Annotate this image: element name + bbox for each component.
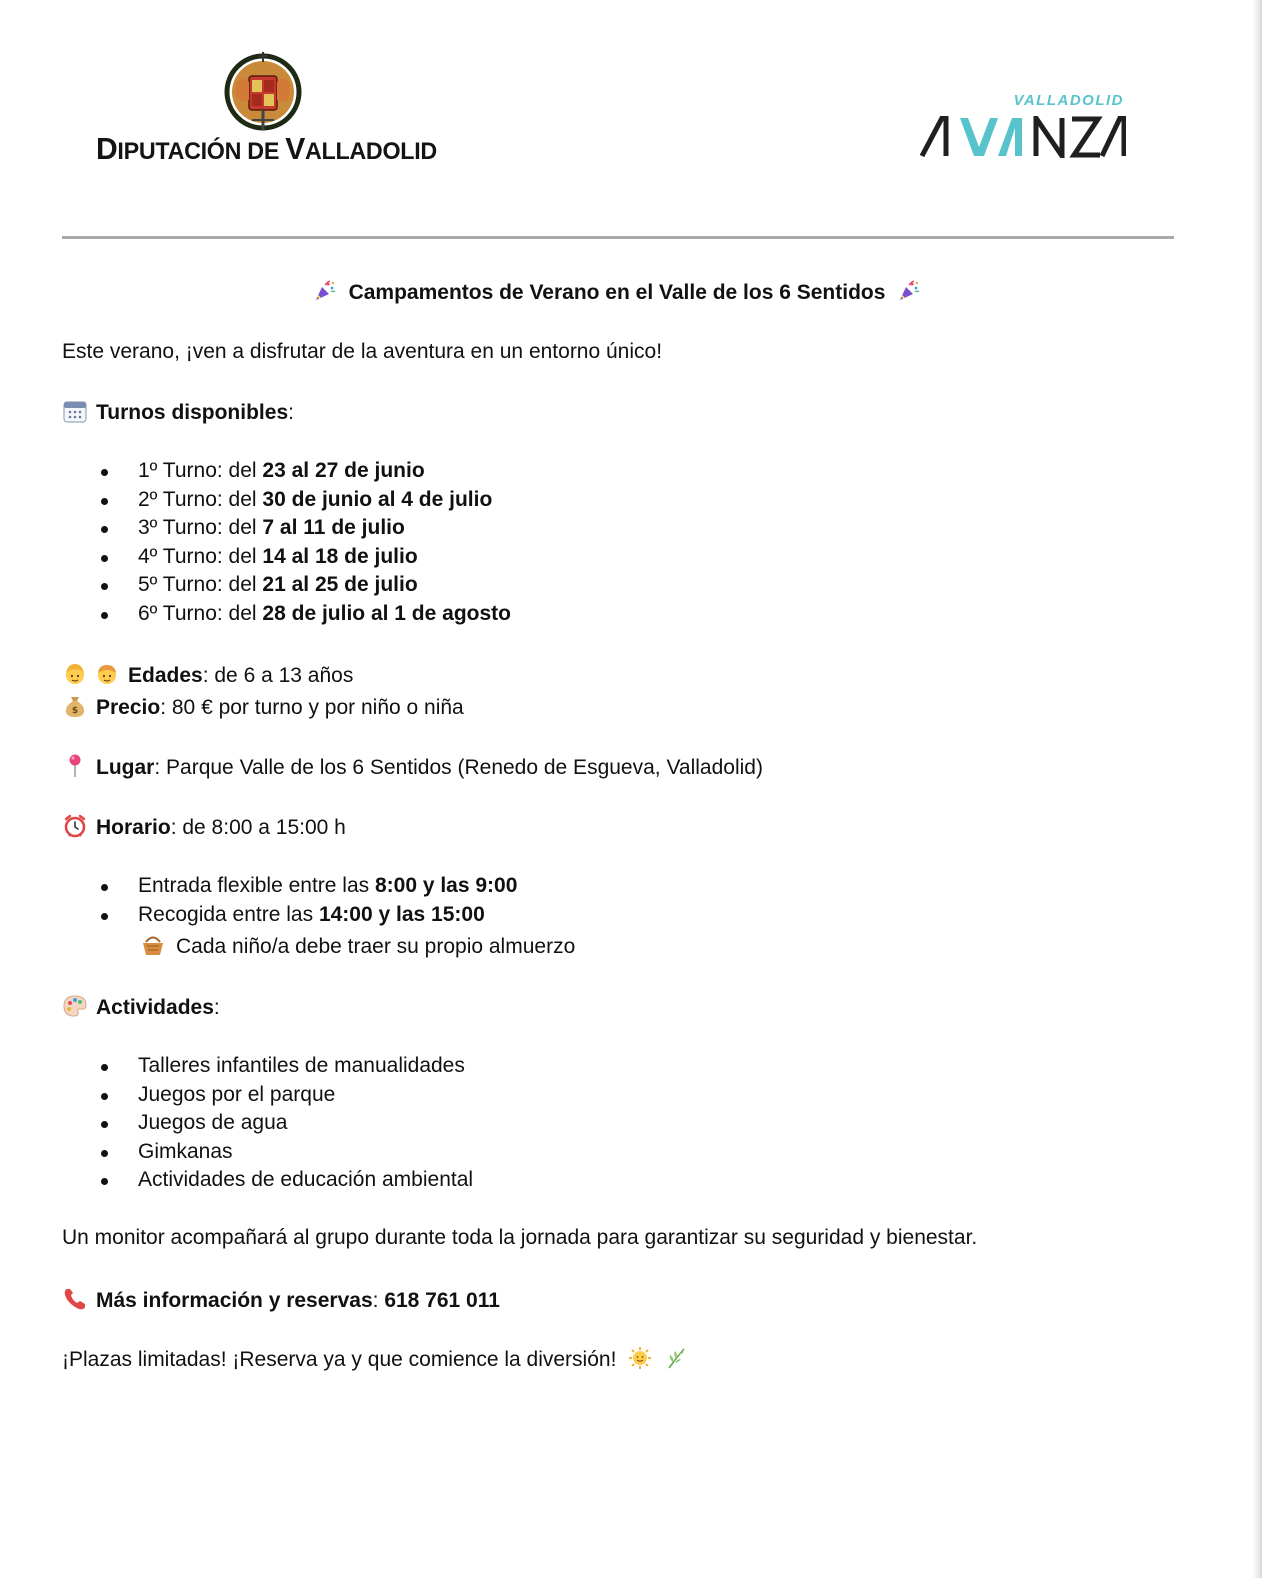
telephone-icon (62, 1286, 88, 1312)
palette-icon (62, 993, 88, 1019)
lugar-line: Lugar: Parque Valle de los 6 Sentidos (Renedo de Esgueva, Valladolid) (62, 753, 763, 782)
monitor-text: Un monitor acompañará al grupo durante toda la jornada para garantizar su seguridad y bienestar. (62, 1226, 978, 1249)
header-divider (62, 236, 1174, 239)
closing-line: ¡Plazas limitadas! ¡Reserva ya y que comience la diversión! (62, 1346, 688, 1374)
list-item: Recogida entre las 14:00 y las 15:00 (62, 901, 517, 930)
precio-line: $ Precio: 80 € por turno y por niño o niña (62, 693, 464, 722)
almuerzo-line: Cada niño/a debe traer su propio almuerzo (140, 932, 575, 961)
list-item: 3º Turno: del 7 al 11 de julio (62, 514, 511, 543)
alarm-clock-icon (62, 813, 88, 839)
list-item: 1º Turno: del 23 al 27 de junio (62, 457, 511, 486)
diputacion-logo (96, 48, 436, 168)
list-item: 4º Turno: del 14 al 18 de julio (62, 543, 511, 572)
list-item: Juegos por el parque (62, 1081, 473, 1110)
page-edge (1252, 0, 1262, 1578)
smiling-sun-icon (628, 1346, 652, 1370)
party-popper-icon (897, 279, 921, 303)
money-bag-icon (62, 693, 88, 719)
turnos-list (62, 457, 511, 629)
horario-list (62, 872, 517, 929)
pushpin-icon (62, 753, 88, 779)
party-popper-icon (313, 279, 337, 303)
calendar-icon (62, 398, 88, 424)
brand-wordmark (920, 116, 1126, 158)
list-item: 6º Turno: del 28 de julio al 1 de agosto (62, 600, 511, 629)
info-line: Más información y reservas: 618 761 011 (62, 1286, 500, 1315)
list-item: Talleres infantiles de manualidades (62, 1052, 473, 1081)
basket-icon (140, 932, 166, 958)
edades-line: Edades: de 6 a 13 años (62, 661, 353, 690)
page-title: Campamentos de Verano en el Valle de los 6 Sentidos (62, 279, 1172, 307)
list-item: 2º Turno: del 30 de junio al 4 de julio (62, 486, 511, 515)
list-item: Entrada flexible entre las 8:00 y las 9:00 (62, 872, 517, 901)
list-item: Actividades de educación ambiental (62, 1166, 473, 1195)
herb-icon (664, 1346, 688, 1370)
valladolid-avanza-logo (920, 88, 1130, 164)
actividades-heading: Actividades: (62, 993, 220, 1022)
brand-wordmark-text: AVANZA (920, 116, 924, 117)
intro-text: Este verano, ¡ven a disfrutar de la aventura en un entorno único! (62, 340, 663, 363)
svg-text:$: $ (71, 706, 79, 716)
list-item: 5º Turno: del 21 al 25 de julio (62, 571, 511, 600)
actividades-list (62, 1052, 473, 1195)
turnos-heading: Turnos disponibles: (62, 398, 294, 427)
boy-icon (94, 661, 120, 687)
diputacion-crest-icon (222, 48, 304, 132)
list-item: Juegos de agua (62, 1109, 473, 1138)
horario-line: Horario: de 8:00 a 15:00 h (62, 813, 346, 842)
org-name: DIPUTACIÓN DE VALLADOLID (96, 131, 437, 166)
girl-icon (62, 661, 88, 687)
brand-small-text: VALLADOLID (1013, 92, 1124, 109)
list-item: Gimkanas (62, 1138, 473, 1167)
